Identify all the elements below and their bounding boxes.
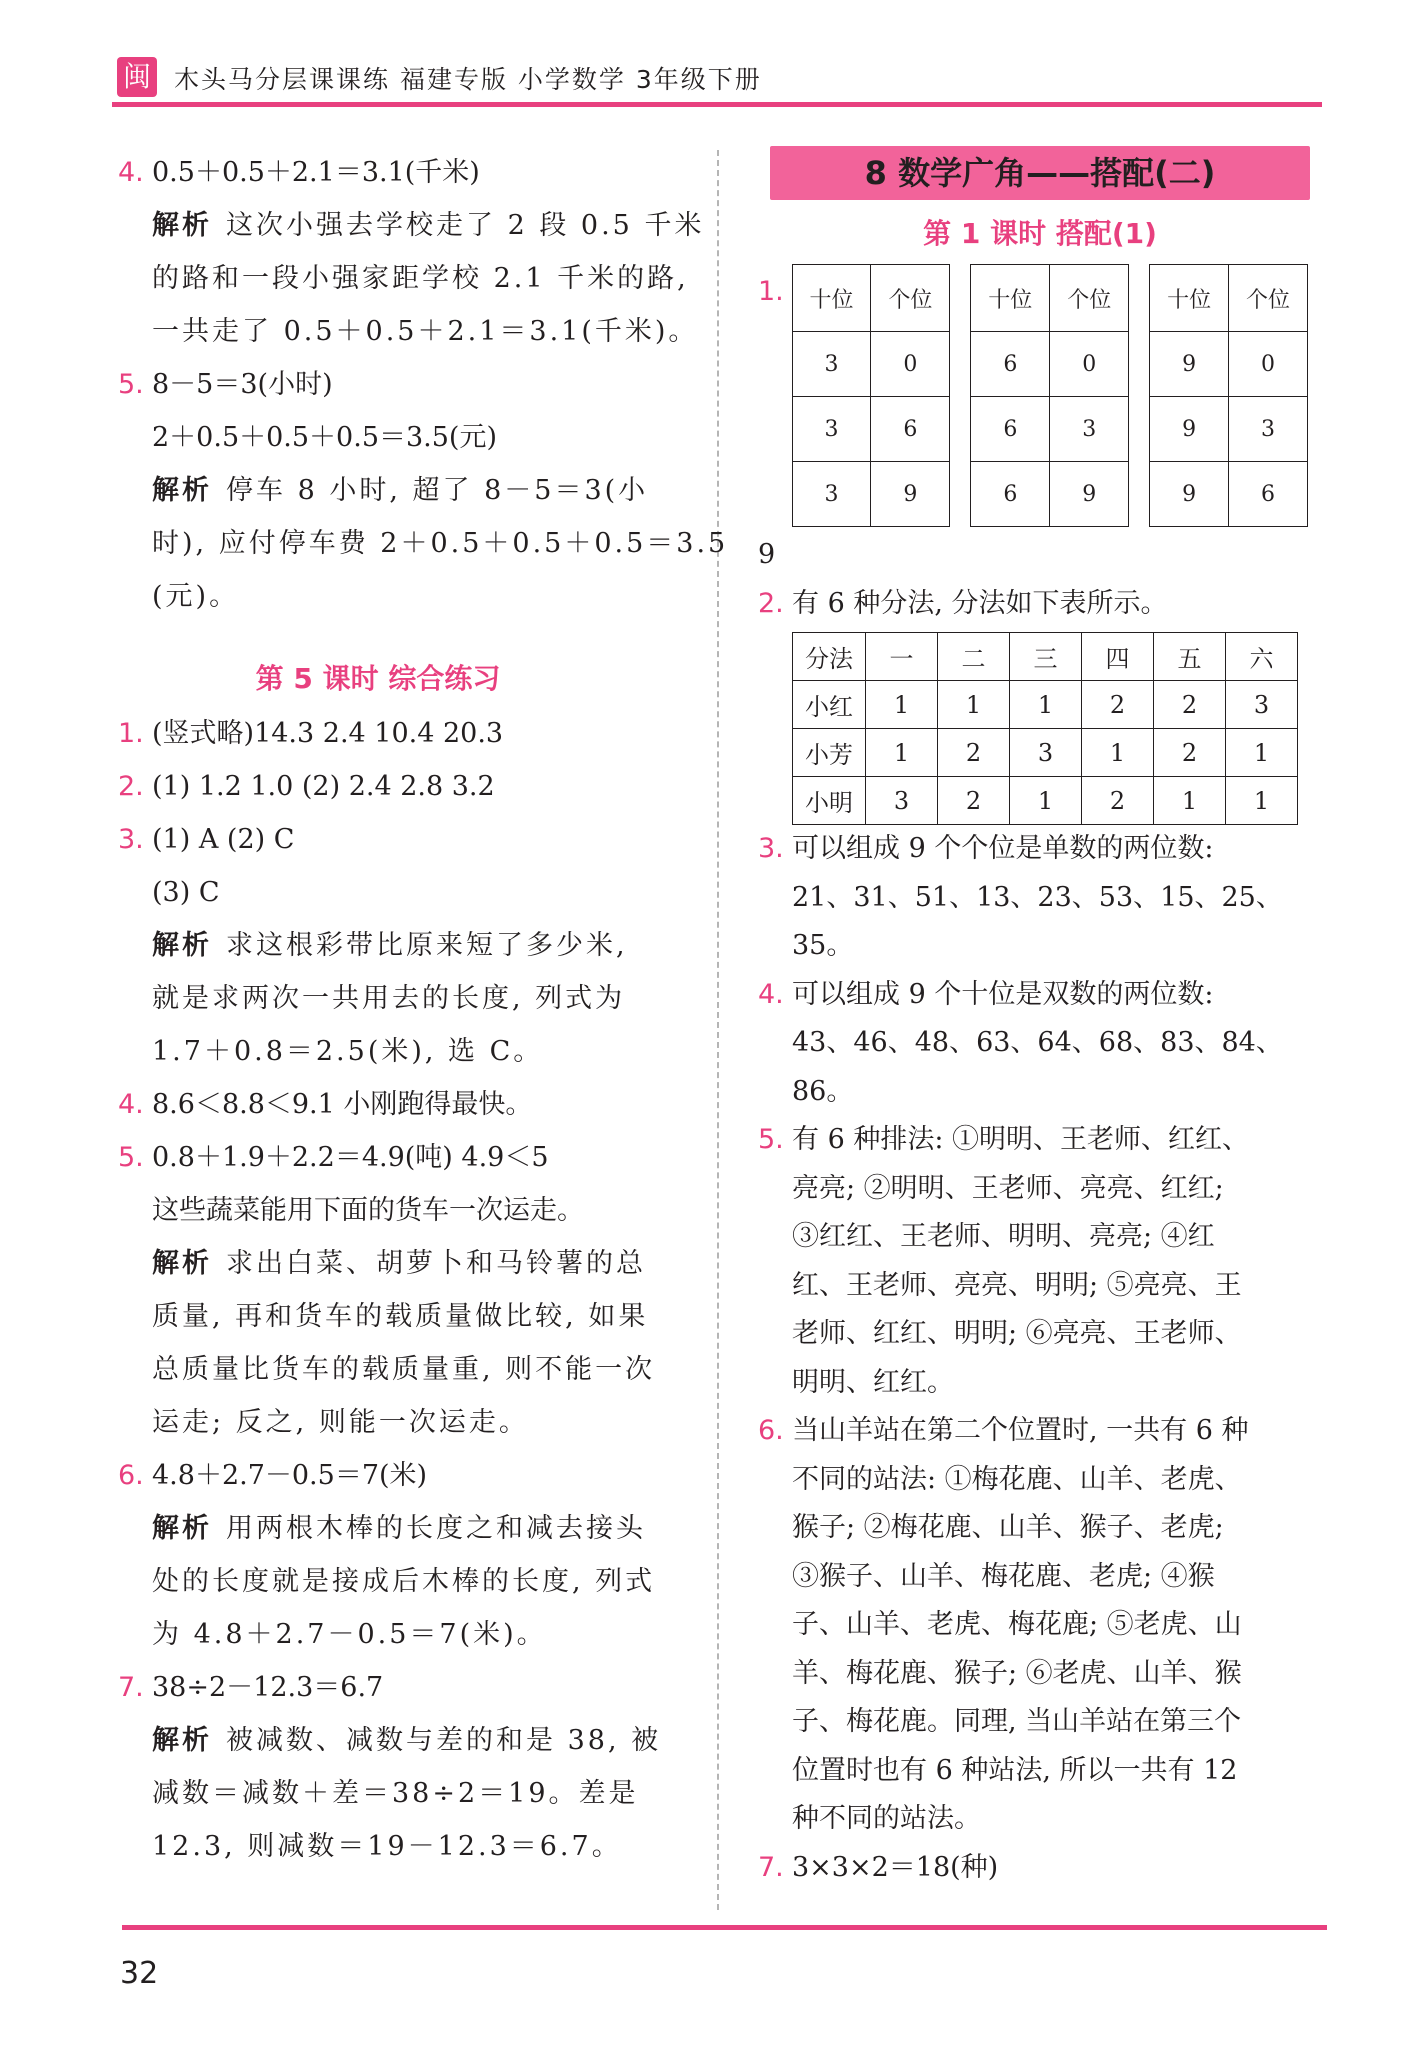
question-number: 1.	[118, 718, 144, 749]
question-number: 3.	[118, 824, 144, 855]
explanation-line: 解析 求这根彩带比原来短了多少米,	[152, 930, 628, 961]
answer-line: 7. 3×3×2＝18(种)	[758, 1844, 1328, 1893]
answer-line: 位置时也有 6 种站法, 所以一共有 12	[792, 1754, 1238, 1786]
explanation-label: 解析	[152, 1248, 212, 1279]
place-value-table	[1149, 264, 1308, 527]
table-cell: 1	[1010, 777, 1082, 825]
table-cell: 2	[1154, 681, 1226, 729]
answer-line: 43、46、48、63、64、68、83、84、	[792, 1027, 1283, 1058]
explanation-line: 处的长度就是接成后木棒的长度, 列式	[152, 1566, 656, 1597]
answer-line: 不同的站法: ①梅花鹿、山羊、老虎、	[792, 1463, 1242, 1495]
table-cell: 1	[1154, 777, 1226, 825]
table-cell: 0	[871, 332, 950, 397]
chapter-title: 8 数学广角——搭配(二)	[770, 146, 1310, 200]
lesson-title: 第 1 课时 搭配(1)	[923, 217, 1157, 250]
table-cell: 3	[792, 332, 871, 397]
explanation-line: 1.7＋0.8＝2.5(米), 选 C。	[152, 1036, 544, 1067]
table-cell: 2	[1082, 777, 1154, 825]
table-cell: 2	[938, 777, 1010, 825]
table-cell: 3	[866, 777, 938, 825]
table-cell: 1	[1010, 681, 1082, 729]
question-number: 7.	[118, 1672, 144, 1703]
question-number: 4.	[758, 978, 784, 1010]
answer-line: 3. 可以组成 9 个个位是单数的两位数:	[758, 825, 1328, 874]
answer-line: 6. 当山羊站在第二个位置时, 一共有 6 种	[758, 1407, 1328, 1456]
question-number: 4.	[118, 1089, 144, 1120]
answer-line: 这些蔬菜能用下面的货车一次运走。	[152, 1195, 584, 1226]
answer-line: 子、梅花鹿。同理, 当山羊站在第三个	[792, 1706, 1242, 1737]
answer-line: 羊、梅花鹿、猴子; ⑥老虎、山羊、猴	[792, 1657, 1242, 1689]
answer-line: 2. (1) 1.2 1.0 (2) 2.4 2.8 3.2	[118, 760, 683, 813]
explanation-line: 解析 用两根木棒的长度之和减去接头	[152, 1513, 646, 1544]
question-number: 4.	[118, 157, 144, 188]
book-title: 木头马分层课课练 福建专版 小学数学 3年级下册	[174, 65, 762, 94]
answer-line: 4. 可以组成 9 个十位是双数的两位数:	[758, 971, 1328, 1020]
division-table	[792, 632, 1298, 825]
table-cell: 2	[1082, 681, 1154, 729]
table-cell: 6	[971, 397, 1050, 462]
table-cell: 2	[938, 729, 1010, 777]
answer-line: 35。	[792, 930, 854, 961]
table-cell: 3	[792, 397, 871, 462]
explanation-line: 解析 停车 8 小时, 超了 8－5＝3(小	[152, 475, 649, 506]
table-header: 个位	[1050, 265, 1129, 332]
table-header: 十位	[792, 265, 871, 332]
answer-line: 5. 有 6 种排法: ①明明、王老师、红红、	[758, 1116, 1328, 1165]
table-cell: 6	[971, 332, 1050, 397]
question-number: 5.	[118, 1142, 144, 1173]
answer-line: 21、31、51、13、23、53、15、25、	[792, 881, 1283, 913]
table-cell: 3	[1229, 397, 1308, 462]
table-header: 五	[1154, 633, 1226, 681]
explanation-line: 总质量比货车的载质量重, 则不能一次	[152, 1354, 656, 1385]
lesson-title: 第 5 课时 综合练习	[255, 662, 501, 695]
explanation-line: 质量, 再和货车的载质量做比较, 如果	[152, 1301, 649, 1332]
question-number: 5.	[758, 1124, 784, 1155]
table-cell: 0	[1229, 332, 1308, 397]
table-row	[793, 729, 1298, 777]
question-number: 2.	[758, 587, 784, 619]
table-cell: 9	[1050, 462, 1129, 527]
place-value-tables	[758, 264, 1328, 527]
table-cell: 3	[1226, 681, 1298, 729]
answer-line: 亮亮; ②明明、王老师、亮亮、红红;	[792, 1172, 1224, 1204]
table-cell: 1	[866, 681, 938, 729]
explanation-line: (元)。	[152, 581, 240, 612]
table-header: 二	[938, 633, 1010, 681]
answer-line: 5. 8－5＝3(小时)	[118, 358, 683, 411]
header-divider	[112, 102, 1322, 107]
answer-line: 红、王老师、亮亮、明明; ⑤亮亮、王	[792, 1269, 1242, 1301]
answer-line: 7. 38÷2－12.3＝6.7	[118, 1661, 683, 1714]
answer-line: ③猴子、山羊、梅花鹿、老虎; ④猴	[792, 1560, 1215, 1592]
answer-line: 2＋0.5＋0.5＋0.5＝3.5(元)	[152, 422, 498, 453]
column-divider	[717, 150, 719, 1910]
answer-line: 6. 4.8＋2.7－0.5＝7(米)	[118, 1449, 683, 1502]
table-cell: 9	[1150, 332, 1229, 397]
question-number: 2.	[118, 771, 144, 802]
answer-line: 9	[758, 539, 776, 570]
place-value-table	[970, 264, 1129, 527]
explanation-line: 就是求两次一共用去的长度, 列式为	[152, 983, 626, 1014]
table-cell: 1	[1226, 777, 1298, 825]
answer-line: (3) C	[152, 877, 220, 908]
explanation-line: 减数＝减数＋差＝38÷2＝19。差是	[152, 1778, 639, 1809]
province-seal-icon: 闽	[117, 57, 157, 97]
right-column	[758, 146, 1328, 1892]
explanation-line: 解析 这次小强去学校走了 2 段 0.5 千米	[152, 210, 705, 241]
answer-line: 种不同的站法。	[792, 1803, 981, 1834]
table-header: 三	[1010, 633, 1082, 681]
answer-line: 老师、红红、明明; ⑥亮亮、王老师、	[792, 1318, 1242, 1349]
explanation-label: 解析	[152, 930, 212, 961]
explanation-label: 解析	[152, 1725, 212, 1756]
answer-line: 2. 有 6 种分法, 分法如下表所示。	[758, 580, 1328, 629]
left-column	[118, 146, 729, 1873]
question-number: 7.	[758, 1851, 784, 1883]
table-row	[793, 681, 1298, 729]
explanation-label: 解析	[152, 210, 212, 241]
table-cell: 小芳	[793, 729, 866, 777]
table-cell: 0	[1050, 332, 1129, 397]
table-cell: 2	[1154, 729, 1226, 777]
explanation-line: 为 4.8＋2.7－0.5＝7(米)。	[152, 1619, 547, 1650]
table-header: 六	[1226, 633, 1298, 681]
table-header: 四	[1082, 633, 1154, 681]
table-cell: 1	[1226, 729, 1298, 777]
table-cell: 1	[866, 729, 938, 777]
table-header: 个位	[1229, 265, 1308, 332]
table-cell: 3	[1050, 397, 1129, 462]
table-cell: 9	[871, 462, 950, 527]
table-cell: 1	[938, 681, 1010, 729]
explanation-line: 时), 应付停车费 2＋0.5＋0.5＋0.5＝3.5	[152, 528, 729, 559]
explanation-line: 的路和一段小强家距学校 2.1 千米的路,	[152, 263, 689, 294]
explanation-label: 解析	[152, 475, 212, 506]
answer-line: 3. (1) A (2) C	[118, 813, 683, 866]
explanation-line: 运走; 反之, 则能一次运走。	[152, 1407, 529, 1438]
answer-line: 猴子; ②梅花鹿、山羊、猴子、老虎;	[792, 1512, 1224, 1543]
table-cell: 9	[1150, 462, 1229, 527]
question-number: 5.	[118, 369, 144, 400]
answer-line: 1. (竖式略)14.3 2.4 10.4 20.3	[118, 707, 683, 760]
table-cell: 3	[1010, 729, 1082, 777]
answer-line: 5. 0.8＋1.9＋2.2＝4.9(吨) 4.9＜5	[118, 1131, 683, 1184]
explanation-label: 解析	[152, 1513, 212, 1544]
answer-line: 4. 0.5＋0.5＋2.1＝3.1(千米)	[118, 146, 683, 199]
table-cell: 小红	[793, 681, 866, 729]
table-header: 十位	[1150, 265, 1229, 332]
explanation-line: 12.3, 则减数＝19－12.3＝6.7。	[152, 1831, 622, 1862]
table-cell: 3	[792, 462, 871, 527]
table-cell: 小明	[793, 777, 866, 825]
table-row	[793, 777, 1298, 825]
table-cell: 6	[971, 462, 1050, 527]
table-cell: 6	[1229, 462, 1308, 527]
table-cell: 1	[1082, 729, 1154, 777]
question-number: 6.	[758, 1415, 784, 1446]
table-cell: 9	[1150, 397, 1229, 462]
page-number: 32	[120, 1956, 159, 1991]
table-header: 一	[866, 633, 938, 681]
footer-divider	[122, 1925, 1327, 1930]
answer-line: 子、山羊、老虎、梅花鹿; ⑤老虎、山	[792, 1609, 1242, 1640]
explanation-line: 解析 求出白菜、胡萝卜和马铃薯的总	[152, 1248, 646, 1279]
answer-line: 4. 8.6＜8.8＜9.1 小刚跑得最快。	[118, 1078, 683, 1131]
answer-line: 86。	[792, 1075, 854, 1107]
page-header	[112, 56, 1322, 108]
place-value-table	[792, 264, 951, 527]
table-header: 十位	[971, 265, 1050, 332]
answer-line: ③红红、王老师、明明、亮亮; ④红	[792, 1221, 1215, 1252]
table-cell: 6	[871, 397, 950, 462]
question-number: 1.	[758, 276, 784, 307]
table-header: 分法	[793, 633, 866, 681]
table-header: 个位	[871, 265, 950, 332]
explanation-line: 一共走了 0.5＋0.5＋2.1＝3.1(千米)。	[152, 316, 699, 347]
question-number: 3.	[758, 833, 784, 864]
question-number: 6.	[118, 1460, 144, 1491]
explanation-line: 解析 被减数、减数与差的和是 38, 被	[152, 1725, 662, 1756]
answer-line: 明明、红红。	[792, 1366, 954, 1398]
